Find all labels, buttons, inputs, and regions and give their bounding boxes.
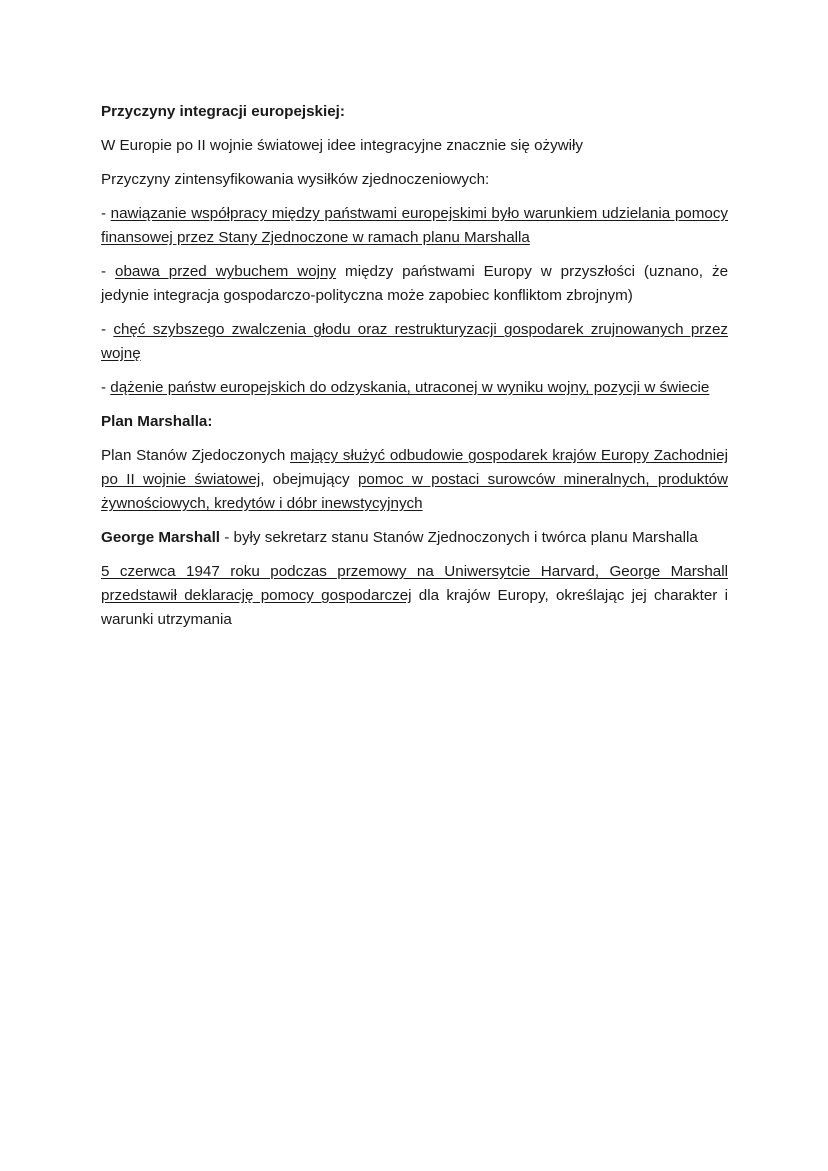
reason-underlined-text: nawiązanie współpracy między państwami europejskimi było warunkiem udzielania pomocy finansowej przez Stany Zjednoczone w ramach planu Marshalla	[101, 205, 729, 246]
reason-item-3	[101, 318, 728, 366]
marshall-description: - były sekretarz stanu Stanów Zjednoczonych i twórca planu Marshalla	[220, 529, 698, 546]
plan-underlined-1: mający służyć odbudowie gospodarek krajów Europy Zachodniej po II wojnie światowej	[101, 447, 729, 488]
speech-text: dla krajów Europy, określając jej charakter i warunki utrzymania	[101, 587, 728, 628]
section-heading-integration: Przyczyny integracji europejskiej:	[101, 103, 345, 120]
marshall-name: George Marshall	[101, 529, 221, 546]
reason-underlined-text: dążenie państw europejskich do odzyskania, utraconej w wyniku wojny, pozycji w świecie	[110, 379, 710, 396]
reason-underlined-text: obawa przed wybuchem wojny	[115, 263, 337, 280]
plan-underlined-2: pomoc w postaci surowców mineralnych, produktów żywnościowych, kredytów i dóbr inewstycyjnych	[101, 471, 728, 512]
plan-paragraph	[101, 444, 728, 516]
plan-text-1: Plan Stanów Zjedoczonych	[101, 447, 291, 464]
reason-item-2	[101, 260, 728, 308]
reason-prefix: -	[101, 379, 111, 396]
speech-underlined: 5 czerwca 1947 roku podczas przemowy na Uniwersytcie Harvard, George Marshall przedstawił deklarację pomocy gospodarczej	[101, 563, 728, 604]
reason-prefix: -	[101, 263, 116, 280]
reason-prefix: -	[101, 321, 114, 338]
reason-item-4	[101, 376, 728, 400]
reason-prefix: -	[101, 205, 111, 222]
section-heading-marshall-plan: Plan Marshalla:	[101, 413, 213, 430]
speech-paragraph	[101, 560, 728, 632]
intro-paragraph: W Europie po II wojnie światowej idee integracyjne znacznie się ożywiły	[101, 137, 584, 154]
reason-item-1	[101, 202, 728, 250]
reasons-lead: Przyczyny zintensyfikowania wysiłków zjednoczeniowych:	[101, 171, 490, 188]
marshall-paragraph	[101, 526, 728, 550]
plan-text-2: , obejmujący	[260, 471, 358, 488]
document-page	[101, 100, 728, 642]
reason-rest-text: między państwami Europy w przyszłości (uznano, że jedynie integracja gospodarczo-polityczna może zapobiec konfliktom zbrojnym)	[101, 263, 729, 304]
reason-underlined-text: chęć szybszego zwalczenia głodu oraz restrukturyzacji gospodarek zrujnowanych przez wojnę	[101, 321, 728, 362]
